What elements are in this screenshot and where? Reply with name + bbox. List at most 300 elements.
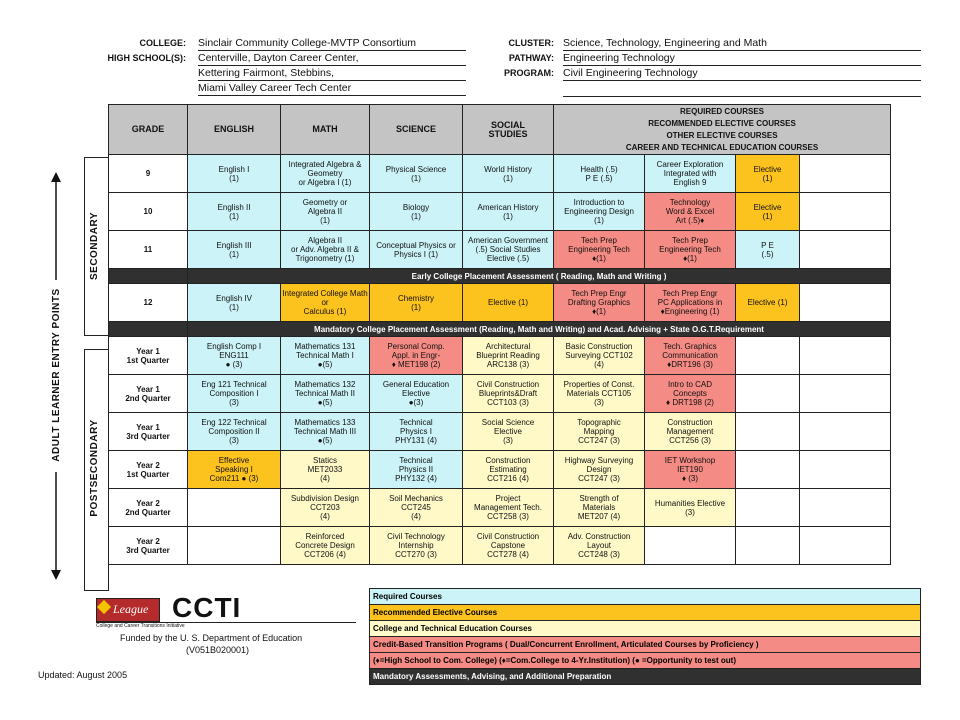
course-cell [370,375,463,413]
course-cell [281,413,370,451]
course-text: Blueprint Reading [476,351,540,360]
course-cell [800,489,891,527]
grade-text: 12 [143,298,153,307]
course-cell [800,231,891,269]
course-cell [370,413,463,451]
course-cell [281,337,370,375]
course-text: Project [495,494,521,503]
course-cell [736,413,800,451]
course-cell [645,231,736,269]
course-text: Elective [753,164,782,174]
course-cell [554,375,645,413]
course-text: Technical Math III [293,427,357,436]
course-text: ♦Engineering (1) [660,307,720,316]
updated-date: Updated: August 2005 [38,670,128,680]
course-text: Blueprints&Draft [478,389,538,398]
course-cell [645,413,736,451]
grade-cell [109,489,188,527]
course-text: Technical [399,456,433,465]
course-text: American Government [467,236,549,245]
course-text: (1) [762,211,773,221]
course-text: PHY132 (4) [395,474,437,483]
course-text: CCT270 (3) [395,550,437,559]
header-english: ENGLISH [188,105,281,155]
grade-text: Year 2 [136,536,160,546]
course-text: Technical [399,418,433,427]
course-text: Elective (1) [747,298,788,307]
course-cell [645,489,736,527]
grade-row [109,489,891,527]
grade-text: 1st Quarter [126,355,170,365]
grade-row [109,337,891,375]
grade-text: 3rd Quarter [126,545,170,555]
req-line-1: REQUIRED COURSES [679,106,764,116]
course-cell [645,527,736,565]
course-text: ENG111 [219,351,249,360]
course-text: English IV [215,293,253,303]
course-text: MET2033 [307,465,343,474]
course-cell [463,231,554,269]
grade-text: Year 2 [136,460,160,470]
course-text: or [321,298,329,307]
course-text: Highway Surveying [564,456,634,465]
grade-cell [109,337,188,375]
course-text: Tech Prep [580,236,618,245]
highschool-line-3: Miami Valley Career Tech Center [198,82,466,96]
course-text: Introduction to [573,198,625,207]
course-text: Elective (1) [487,298,528,307]
course-text: Adv. Construction [567,532,631,541]
course-cell [800,337,891,375]
course-text: CCT245 [401,503,431,512]
header-science: SCIENCE [370,105,463,155]
grade-row [109,231,891,269]
course-text: (4) [411,512,421,521]
course-text: Chemistry [397,293,434,303]
course-cell [188,451,281,489]
course-text: ♦ DRT198 (2) [666,398,714,407]
grade-text: 2nd Quarter [125,507,171,517]
course-cell [645,451,736,489]
course-text: Social Science [481,418,535,427]
course-text: Elective (.5) [486,254,530,263]
legend-row [370,621,921,637]
course-text: CCT247 (3) [578,436,620,445]
course-text: IET190 [677,465,703,474]
course-cell [645,337,736,375]
course-text: Integrated College Math [282,289,368,298]
course-text: Properties of Const. [563,380,635,389]
course-text: Concrete Design [295,541,355,550]
grade-cell [109,193,188,231]
course-text: Construction [667,418,713,427]
course-text: ● (3) [225,360,243,369]
course-text: Engineering Tech [659,245,721,254]
legend-item: College and Technical Education Courses [370,621,921,637]
course-text: ♦DRT196 (3) [667,360,713,369]
course-text: Civil Construction [476,532,540,541]
grade-text: Year 1 [136,384,160,394]
header-social-text: SOCIAL STUDIES [488,119,528,139]
grade-cell [109,451,188,489]
course-cell [188,284,281,322]
early-college-band-blank [109,269,188,284]
cluster-label: CLUSTER: [508,38,554,48]
course-text: Biology [402,202,430,212]
course-cell [463,527,554,565]
course-text: P E [761,240,774,250]
course-cell [736,337,800,375]
course-cell [736,451,800,489]
grade-text: 10 [143,207,153,216]
legend-item: Recommended Elective Courses [370,605,921,621]
course-text: CCT103 (3) [487,398,529,407]
grade-text: 2nd Quarter [125,393,171,403]
course-text: Management [666,427,714,436]
course-text: Elective [401,389,430,398]
course-text: Design [586,465,612,474]
course-text: CCT278 (4) [487,550,529,559]
grade-row [109,527,891,565]
course-text: Surveying CCT102 [565,351,633,360]
course-cell [370,527,463,565]
course-text: Layout [586,541,612,550]
course-cell [281,375,370,413]
course-text: Tech Prep Engr [662,289,718,298]
course-cell [188,413,281,451]
course-cell [736,375,800,413]
pathway-label: PATHWAY: [508,53,554,63]
course-cell [370,193,463,231]
course-text: MET207 (4) [577,512,621,521]
course-text: Mathematics 133 [294,418,356,427]
course-cell [645,155,736,193]
course-cell [800,284,891,322]
highschool-line-1: Centerville, Dayton Career Center, [198,52,466,66]
course-cell [800,413,891,451]
course-cell [800,155,891,193]
course-cell [800,375,891,413]
legend-item: Mandatory Assessments, Advising, and Additional Preparation [370,669,921,685]
course-text: CCT247 (3) [578,474,620,483]
course-text: Algebra II [307,236,343,245]
header-required-courses [554,105,891,155]
course-text: (3) [685,507,695,517]
course-text: Physics I (1) [393,249,438,259]
course-cell [370,284,463,322]
course-text: Geometry or [302,198,348,207]
course-cell [370,155,463,193]
course-text: Capstone [490,541,526,550]
course-text: Architectural [485,342,531,351]
course-text: (1) [229,249,239,259]
course-text: Technical Math I [296,351,354,360]
course-text: (1) [762,173,773,183]
course-cell [188,489,281,527]
course-text: Mapping [583,427,615,436]
course-cell [736,284,800,322]
course-text: Management Tech. [474,503,542,512]
course-cell [800,527,891,565]
req-line-4: CAREER AND TECHNICAL EDUCATION COURSES [625,142,819,152]
course-text: ♦(1) [592,307,606,316]
course-text: (1) [411,302,421,312]
league-logo [96,598,160,622]
course-cell [370,337,463,375]
course-text: P E (.5) [585,173,613,183]
course-text: English Comp I [206,342,262,351]
pathway-value: Engineering Technology [563,52,921,66]
course-cell [188,193,281,231]
course-text: Physical Science [385,164,447,174]
grade-cell [109,284,188,322]
course-text: Eng 122 Technical [201,418,267,427]
course-text: Conceptual Physics or [376,240,456,250]
course-text: Physics I [399,427,432,436]
course-text: Statics [312,456,337,465]
course-cell [645,193,736,231]
course-text: Communication [662,351,718,360]
adult-learner-label: ADULT LEARNER ENTRY POINTS [51,288,62,462]
course-cell [463,451,554,489]
grade-cell [109,231,188,269]
course-text: Trigonometry (1) [295,254,355,263]
course-text: CCT216 (4) [487,474,529,483]
course-cell [463,337,554,375]
course-text: Effective [218,456,250,465]
course-text: Algebra II [307,207,343,216]
grade-row [109,155,891,193]
highschool-label: HIGH SCHOOL(S): [107,53,186,63]
course-text: Engineering Tech [568,245,630,254]
course-cell [554,527,645,565]
course-cell [554,413,645,451]
course-cell [188,375,281,413]
course-cell [463,489,554,527]
course-text: Tech Prep Engr [571,289,627,298]
course-cell [554,193,645,231]
course-text: Word & Excel [665,207,715,216]
legend-table [369,588,921,685]
course-cell [736,231,800,269]
legend-item: Credit-Based Transition Programs ( Dual/Concurrent Enrollment, Articulated Courses by Proficiency ) [370,637,921,653]
ccti-logo: CCTI [172,592,242,623]
course-cell [188,337,281,375]
grade-text: 11 [143,245,153,254]
mandatory-assessment-band: Mandatory College Placement Assessment (Reading, Math and Writing) and Acad. Advising + State O.G.T.Requirement [188,322,891,337]
course-text: Soil Mechanics [389,494,443,503]
course-cell [554,451,645,489]
course-cell [281,489,370,527]
course-cell [554,337,645,375]
course-text: PC Applications in [657,298,723,307]
course-text: Civil Technology [387,532,445,541]
college-value: Sinclair Community College-MVTP Consortium [198,37,466,51]
course-text: ●(3) [408,398,424,407]
grade-text: Year 1 [136,422,160,432]
course-text: Appl. in Engr- [391,351,441,360]
diamond-icon [97,600,111,614]
grade-cell [109,375,188,413]
req-line-2: RECOMMENDED ELECTIVE COURSES [648,118,796,128]
course-text: or Algebra I (1) [298,178,352,187]
legend-row [370,653,921,669]
course-text: Tech. Graphics [663,342,717,351]
course-text: Engineering Design [564,207,634,216]
mandatory-assessment-band-blank [109,322,188,337]
early-college-band: Early College Placement Assessment ( Reading, Math and Writing ) [188,269,891,284]
funded-line-2: (V051B020001) [186,645,250,655]
course-cell [554,155,645,193]
course-text: Physics II [398,465,434,474]
grade-text: Year 2 [136,498,160,508]
highschool-line-2: Kettering Fairmont, Stebbins, [198,67,466,81]
course-text: Intro to CAD [667,380,712,389]
course-cell [463,413,554,451]
course-cell [645,375,736,413]
legend-row [370,637,921,653]
course-text: English 9 [673,178,707,187]
course-text: Humanities Elective [654,498,726,508]
course-text: Materials [582,503,616,512]
league-logo-text: League [113,602,149,616]
course-text: (1) [320,216,330,225]
cluster-value: Science, Technology, Engineering and Math [563,37,921,51]
course-text: ♦(1) [592,254,606,263]
header-grade: GRADE [109,105,188,155]
course-text: (.5) Social Studies [475,245,541,254]
grade-text: 9 [145,169,151,178]
course-text: Drafting Graphics [567,298,631,307]
legend-row [370,589,921,605]
course-text: English III [216,240,252,250]
grade-row [109,284,891,322]
course-cell [281,527,370,565]
course-text: Technical Math II [294,389,356,398]
course-text: Com211 ● (3) [209,474,259,483]
secondary-label: SECONDARY [89,211,100,281]
course-text: CCT258 (3) [487,512,529,521]
course-text: Subdivision Design [290,494,360,503]
course-text: Composition I [209,389,259,398]
course-cell [554,489,645,527]
college-label: COLLEGE: [139,38,186,48]
course-cell [463,284,554,322]
course-text: (4) [594,360,604,369]
course-text: (.5) [761,249,774,259]
course-text: Technology [669,198,711,207]
course-text: Elective [493,427,522,436]
course-text: Reinforced [305,532,345,541]
course-text: English II [217,202,251,212]
header-social-studies [463,105,554,155]
course-text: Eng 121 Technical [201,380,267,389]
course-text: World History [484,164,532,174]
course-text: Mathematics 132 [294,380,356,389]
course-text: CCT203 [310,503,340,512]
course-text: (1) [229,302,239,312]
course-grid [108,104,891,565]
course-text: Calculus (1) [303,307,347,316]
header-rule [563,96,921,97]
postsecondary-label: POSTSECONDARY [89,419,100,517]
course-text: Speaking I [215,465,253,474]
funded-line-1: Funded by the U. S. Department of Education [120,633,303,643]
course-cell [736,155,800,193]
course-text: ●(5) [317,360,333,369]
ccti-subtitle: College and Career Transitions Initiative [96,622,356,629]
course-text: Integrated Algebra & [288,160,362,169]
course-text: Construction [485,456,531,465]
course-cell [281,231,370,269]
course-text: ARC138 (3) [486,360,530,369]
course-cell [800,193,891,231]
course-cell [281,284,370,322]
course-text: (1) [411,211,421,221]
grade-cell [109,155,188,193]
course-text: Civil Construction [476,380,540,389]
course-text: CCT248 (3) [578,550,620,559]
course-cell [281,155,370,193]
course-text: Career Exploration [656,160,724,169]
early-college-band-row [109,269,891,284]
course-cell [370,231,463,269]
course-text: American History [477,202,539,212]
course-text: (1) [229,211,239,221]
course-text: (1) [594,216,604,225]
header-math: MATH [281,105,370,155]
course-text: Estimating [489,465,527,474]
course-text: CCT256 (3) [669,436,711,445]
course-text: Tech Prep [671,236,709,245]
grade-row [109,451,891,489]
course-text: (1) [229,173,239,183]
course-text: English I [218,164,250,174]
grade-cell [109,527,188,565]
course-text: PHY131 (4) [395,436,437,445]
grade-row [109,375,891,413]
course-cell [463,375,554,413]
course-text: Internship [398,541,434,550]
course-text: General Education [382,380,450,389]
course-text: (3) [594,398,604,407]
mandatory-assessment-band-row [109,322,891,337]
grade-text: Year 1 [136,346,160,356]
course-text: (4) [320,512,330,521]
course-text: ♦ (3) [681,474,699,483]
course-text: Basic Construction [565,342,633,351]
legend-item: (♦=High School to Com. College) (♦=Com.College to 4-Yr.Institution) (● =Opportunity to test out) [370,653,921,669]
course-text: Mathematics 131 [294,342,356,351]
course-cell [800,451,891,489]
course-text: Personal Comp. [387,342,445,351]
course-text: Health (.5) [580,164,618,174]
course-text: Concepts [673,389,707,398]
course-text: Topographic [577,418,621,427]
grade-row [109,413,891,451]
legend-item: Required Courses [370,589,921,605]
grade-row [109,193,891,231]
course-cell [188,527,281,565]
course-text: Integrated with [663,169,717,178]
course-cell [736,527,800,565]
course-cell [370,489,463,527]
course-text: ♦(1) [683,254,697,263]
legend-row [370,669,921,685]
course-text: Strength of [579,494,619,503]
course-cell [554,284,645,322]
course-text: ●(5) [317,398,333,407]
